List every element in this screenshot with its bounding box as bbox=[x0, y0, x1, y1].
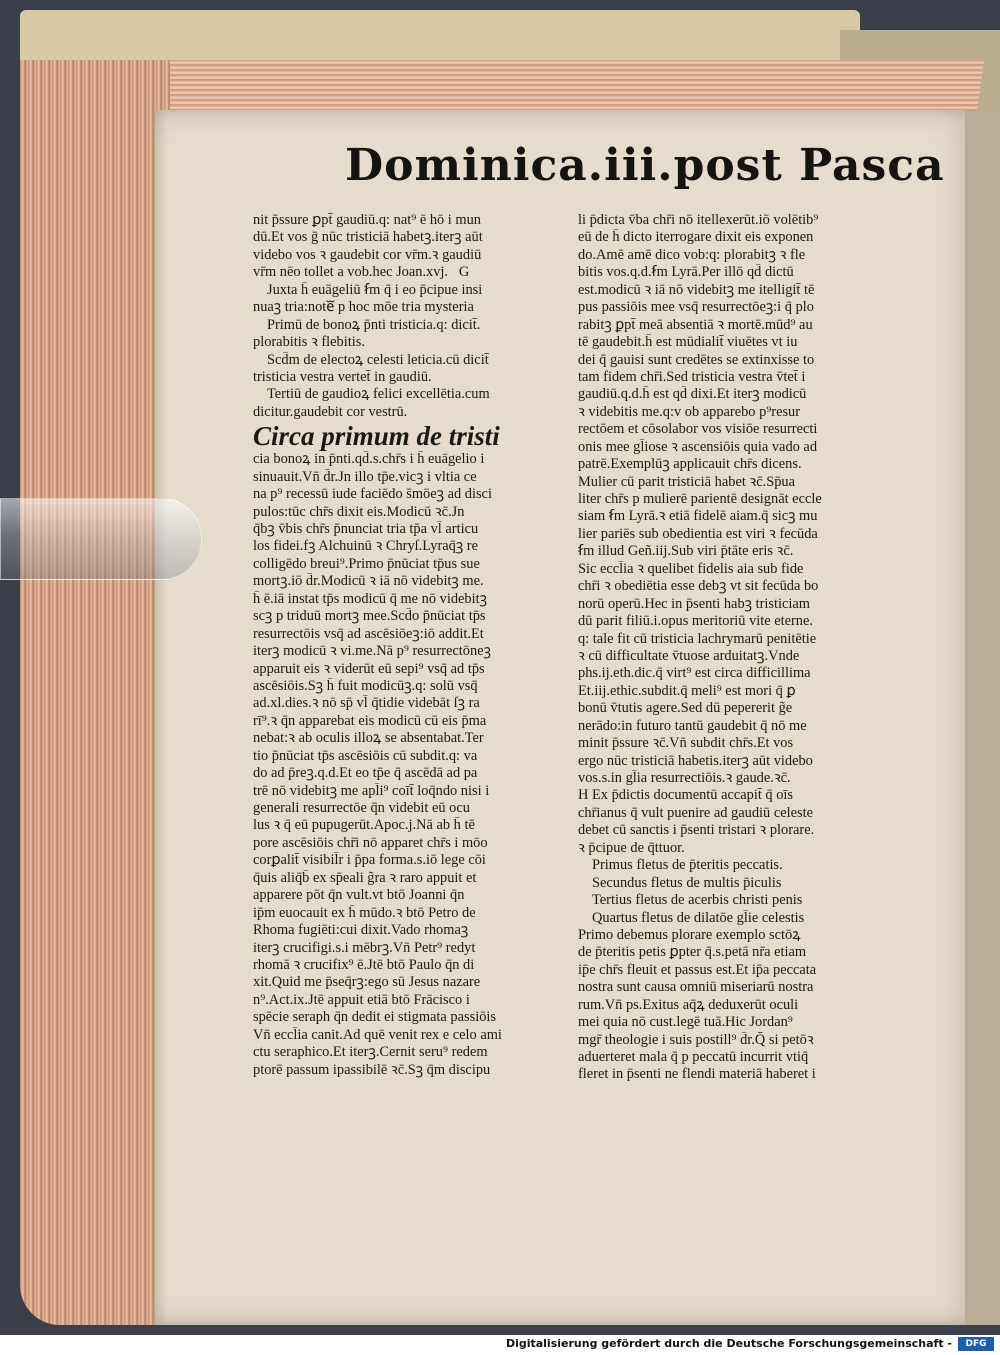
text-line: ip̄m euocauit ex h̄ mūdo.ꝛ btō Petro de bbox=[253, 904, 476, 921]
text-line: pus passiōis mee vsq̄ resurrectōeꝫ:i q̄ plo bbox=[578, 299, 814, 316]
text-line: minit p̄ssure ꝛc̄.Vn̄ subdit chr̄s.Et vos bbox=[578, 735, 794, 752]
text-line: chr̄ianus q̄ vult puenire ad gaudiū celeste bbox=[578, 804, 813, 821]
text-line: mortꝫ.iō d̄r.Modicū ꝛ iā nō videbitꝫ me. bbox=[253, 573, 484, 590]
text-line: siam ẜm Lyrā.ꝛ etiā fidelē aiam.q̄ sicꝫ mu bbox=[578, 508, 818, 525]
text-line: Primū de bonoꝝ p̄nti tristicia.q: dicit̄. bbox=[267, 316, 481, 333]
dfg-logo: DFG bbox=[958, 1337, 994, 1351]
text-line: na p⁹ recessū iude faciēdo s̄mōeꝫ ad disci bbox=[253, 486, 492, 503]
text-line: fleret in p̄senti ne flendi materiā haberet i bbox=[578, 1066, 816, 1083]
text-line: xit.Quid me p̄seq̄rꝫ:ego sū Jesus nazare bbox=[253, 974, 481, 991]
text-line: do.Amē amē dico vob:q: plorabitꝫ ꝛ fle bbox=[578, 246, 806, 263]
text-line: mei quia nō cust.legē tuā.Hic Jordan⁹ bbox=[578, 1014, 793, 1031]
text-line: q̄uis aliq̄b̄ ex sp̄eali g̃ra ꝛ raro appuit et bbox=[253, 869, 477, 886]
text-line: tristicia vestra vertet̄ in gaudiū. bbox=[253, 368, 432, 385]
text-line: colligēdo breui⁹.Primo p̄nūciat tp̄us sue bbox=[253, 555, 480, 572]
text-line: trē nō videbitꝫ me apl̄i⁹ coīt̄ loq̄ndo nisi i bbox=[253, 782, 490, 799]
text-line: ip̄e chr̄s fleuit et passus est.Et ip̄a peccata bbox=[578, 961, 817, 978]
text-line: ptorē passum ipassibilē ꝛc̄.Sꝫ q̄m discipu bbox=[253, 1061, 491, 1078]
page-gutter-shadow bbox=[965, 110, 1000, 1325]
footer-bar bbox=[0, 1335, 1000, 1355]
text-line: rī⁹.ꝛ q̄n apparebat eis modicū cū eis p̄ma bbox=[253, 712, 487, 729]
text-line: tam fidem chr̄i.Sed tristicia vestra v̄tet̄ i bbox=[578, 368, 806, 385]
text-line: de p̄teritis petis ꝑpter q̄.s.petā nr̄a etiam bbox=[578, 944, 807, 961]
text-line: scꝫ p triduū mortꝫ mee.Scd̄o p̄nūciat tp̄s bbox=[253, 608, 486, 625]
text-line: ꝛ p̄cipue de q̄ttuor. bbox=[578, 839, 685, 856]
text-line: Rhoma fugiēti:cui dixit.Vado rhomaꝫ bbox=[253, 922, 469, 939]
left-text-column bbox=[253, 212, 569, 1079]
text-line: Sic eccl̄ia ꝛ quelibet fidelis aia sub fide bbox=[578, 560, 804, 577]
text-line: dū parit filiū.i.opus meritoriū vite eterne. bbox=[578, 613, 813, 630]
text-line: n⁹.Act.ix.Jtē appuit etiā btō Frācisco i bbox=[253, 991, 470, 1008]
text-line: bitis vos.q.d.ẜm Lyrā.Per illō qd̄ dictū bbox=[578, 264, 794, 281]
text-line: do ad p̄reꝫ.q.d.Et eo tp̄e q̄ ascēdā ad pa bbox=[253, 765, 478, 782]
text-line: norū operū.Hec in p̄senti habꝫ tristiciam bbox=[578, 595, 810, 612]
text-line: plorabitis ꝛ flebitis. bbox=[253, 334, 365, 351]
text-line: bonū v̄tutis agere.Sed dū pepererit g̃e bbox=[578, 700, 793, 717]
text-line: Tertius fletus de acerbis christi penis bbox=[592, 892, 803, 909]
text-line: rectōem et cōsolabor vos visiōe resurrecti bbox=[578, 421, 818, 438]
page-stack-left-edge bbox=[20, 60, 170, 1325]
text-line: spēcie seraph q̄n dedit ei stigmata passiōis bbox=[253, 1009, 496, 1026]
text-line: q: tale fit cū tristicia lachrymarū penitētie bbox=[578, 630, 817, 647]
text-line: H Ex p̄dictis documentū accapit̄ q̄ oīs bbox=[578, 787, 794, 804]
text-line: li p̄dicta v̄ba chr̄i nō itellexerūt.iō volētib⁹ bbox=[578, 212, 819, 228]
text-line: cia bonoꝝ in p̄nti.qd̄.s.chr̄s i h̄ euāgelio i bbox=[253, 451, 485, 468]
text-line: chr̄i ꝛ obediētia esse debꝫ vt sit fecūda bo bbox=[578, 578, 819, 595]
text-line: est.modicū ꝛ iā nō videbitꝫ me itelligit̄ tē bbox=[578, 281, 815, 298]
text-line: aduerteret mala q̄ p peccatū incurrit vtiq̄ bbox=[578, 1049, 809, 1065]
text-line: videbo vos ꝛ gaudebit cor vr̄m.ꝛ gaudiū bbox=[253, 246, 482, 263]
text-line: nuaꝫ tria:noteᷓ p hoc mōe tria mysteria bbox=[253, 299, 474, 316]
text-line: nebat:ꝛ ab oculis illoꝝ se absentabat.Ter bbox=[253, 730, 484, 747]
text-line: debet cū sanctis i p̄senti tristari ꝛ plorare. bbox=[578, 822, 815, 839]
text-line: pore ascēsiōis chr̄i nō apparet chr̄s i mōo bbox=[253, 834, 488, 851]
text-line: apparuit eis ꝛ viderūt eū sepi⁹ vsq̄ ad tp̄s bbox=[253, 660, 485, 677]
text-line: Primo debemus plorare exemplo sctōꝝ bbox=[578, 926, 801, 943]
right-text-column bbox=[578, 212, 904, 1084]
text-line: vr̄m nēo tollet a vob.hec Joan.xvj. G bbox=[253, 264, 470, 281]
text-line: dicitur.gaudebit cor vestrū. bbox=[253, 403, 408, 420]
text-line: eū de h̄ dicto iterrogare dixit eis exponen bbox=[578, 229, 814, 246]
text-line: phs.ij.eth.dic.q̄ virt⁹ est circa difficillima bbox=[578, 665, 811, 682]
text-line: Tertiū de gaudioꝝ felici excellētia.cum bbox=[267, 386, 490, 403]
text-line: pulos:tūc chr̄s dixit eis.Modicū ꝛc̄.Jn bbox=[253, 503, 465, 520]
text-line: gaudiū.q.d.h̄ est qd̄ dixi.Et iterꝫ modicū bbox=[578, 386, 807, 403]
text-line: q̄bꝫ v̄bis chr̄s p̄nunciat tria tp̄a vl̄ articu bbox=[253, 521, 479, 537]
text-line: nit p̄ssure ꝑpt̄ gaudiū.q: nat⁹ ē hō i mun bbox=[253, 212, 481, 228]
text-line: ascēsiōis.Sꝫ h̄ fuit modicūꝫ.q: solū vsq̄ bbox=[253, 677, 478, 694]
text-line: iterꝫ modicū ꝛ vi.me.Nā p⁹ resurrectōneꝫ bbox=[253, 643, 491, 660]
text-line: tio p̄nūciat tp̄s ascēsiōis cū subdit.q: va bbox=[253, 747, 478, 764]
text-line: Juxta h̄ euāgeliū ẜm q̄ i eo p̄cipue insi bbox=[267, 281, 483, 298]
text-line: vos.s.in gl̄ia resurrectiōis.ꝛ gaude.ꝛc̄. bbox=[578, 770, 791, 786]
text-line: liter chr̄s p mulierē parientē designāt eccle bbox=[578, 491, 822, 507]
text-line: apparere pōt q̄n vult.vt btō Joanni q̄n bbox=[253, 887, 465, 904]
funding-notice: Digitalisierung gefördert durch die Deutsche Forschungsgemeinschaft - bbox=[505, 1337, 952, 1350]
section-heading: Circa primum de tristi bbox=[253, 421, 500, 452]
text-line: corꝑalit̄ visibil̄r i p̄pa forma.s.iō lege cōi bbox=[253, 852, 486, 869]
text-line: dei q̄ gauisi sunt credētes se extinxisse to bbox=[578, 351, 815, 368]
text-line: lier pariēs sub obedientia est viri ꝛ fecūda bbox=[578, 525, 818, 542]
text-line: rhomā ꝛ crucifix⁹ ē.Jtē btō Paulo q̄n di bbox=[253, 956, 475, 973]
text-line: Vn̄ eccl̄ia canit.Ad quē venit rex e celo ami bbox=[253, 1026, 502, 1043]
text-line: patrē.Exemplūꝫ applicauit chr̄s dicens. bbox=[578, 456, 802, 473]
text-line: ẜm illud Geñ.iij.Sub viri p̄tāte eris ꝛc̄. bbox=[578, 543, 794, 560]
text-line: los fidei.fꝫ Alchuinū ꝛ Chryſ.Lyraq̄ꝫ re bbox=[253, 538, 478, 555]
text-line: generali resurrectōe q̄n videbit eū ocu bbox=[253, 800, 470, 816]
text-line: tē gaudebit.h̄ est mūdialit̄ viuētes vt iu bbox=[578, 334, 798, 351]
text-line: dū.Et vos ḡ nūc tristiciā habetꝫ.iterꝫ aūt bbox=[253, 229, 483, 246]
text-line: onis mee gl̄iose ꝛ ascensiōis quia vado ad bbox=[578, 438, 818, 455]
text-line: lus ꝛ q̄ eū pupugerūt.Apoc.j.Nā ab h̄ tē bbox=[253, 817, 475, 834]
text-line: resurrectōis vsq̄ ad ascēsiōeꝫ:iō addit.Et bbox=[253, 625, 484, 642]
text-line: iterꝫ crucifigi.s.i mēbrꝫ.Vn̄ Petr⁹ redyt bbox=[253, 939, 476, 956]
scroll-handle[interactable] bbox=[0, 498, 202, 580]
text-line: ad.xl.dies.ꝛ nō sp̄ vl̄ q̄tidie videbāt ſꝫ ra bbox=[253, 695, 480, 712]
text-line: Secundus fletus de multis p̄iculis bbox=[592, 874, 782, 891]
text-line: Et.iij.ethic.subdit.q̄ meli⁹ est mori q̄ ꝑ bbox=[578, 682, 796, 699]
text-line: ctu seraphico.Et iterꝫ.Cernit seru⁹ redem bbox=[253, 1044, 488, 1061]
text-line: rum.Vn̄ ps.Exitus aq̄ꝝ deduxerūt oculi bbox=[578, 996, 799, 1013]
text-line: mgr̄ theologie i suis postill⁹ d̄r.Q̄ si petōꝛ bbox=[578, 1031, 814, 1048]
text-line: ergo nūc tristiciā habetis.iterꝫ aūt videbo bbox=[578, 752, 813, 769]
text-line: Mulier cū parit tristiciā habet ꝛc̄.Sp̄ua bbox=[578, 473, 796, 490]
text-line: ꝛ cū difficultate v̄tuose arduitatꝫ.Vnde bbox=[578, 647, 800, 664]
text-line: ꝛ videbitis me.q:v ob apparebo p⁹resur bbox=[578, 403, 801, 420]
text-line: rabitꝫ ꝑpt̄ meā absentiā ꝛ mortē.mūd⁹ au bbox=[578, 316, 813, 333]
text-line: Primus fletus de p̄teritis peccatis. bbox=[592, 857, 783, 874]
text-line: Scd̄m de electoꝝ celesti leticia.cū dicit̄ bbox=[267, 351, 489, 368]
text-line: Quartus fletus de dilatōe gl̄ie celestis bbox=[592, 909, 805, 926]
text-line: sinuauit.Vn̄ d̄r.Jn illo tp̄e.vicꝫ i vltia ce bbox=[253, 468, 477, 485]
text-line: nerādo:in futuro tantū gaudebit q̄ nō me bbox=[578, 717, 807, 734]
text-line: h̄ ē.iā instat tp̄s modicū q̄ me nō videbitꝫ bbox=[253, 590, 487, 607]
running-header: Dominica.iii.post Pasca bbox=[345, 140, 945, 191]
text-line: nostra sunt causa omniū miseriarū nostra bbox=[578, 979, 814, 996]
